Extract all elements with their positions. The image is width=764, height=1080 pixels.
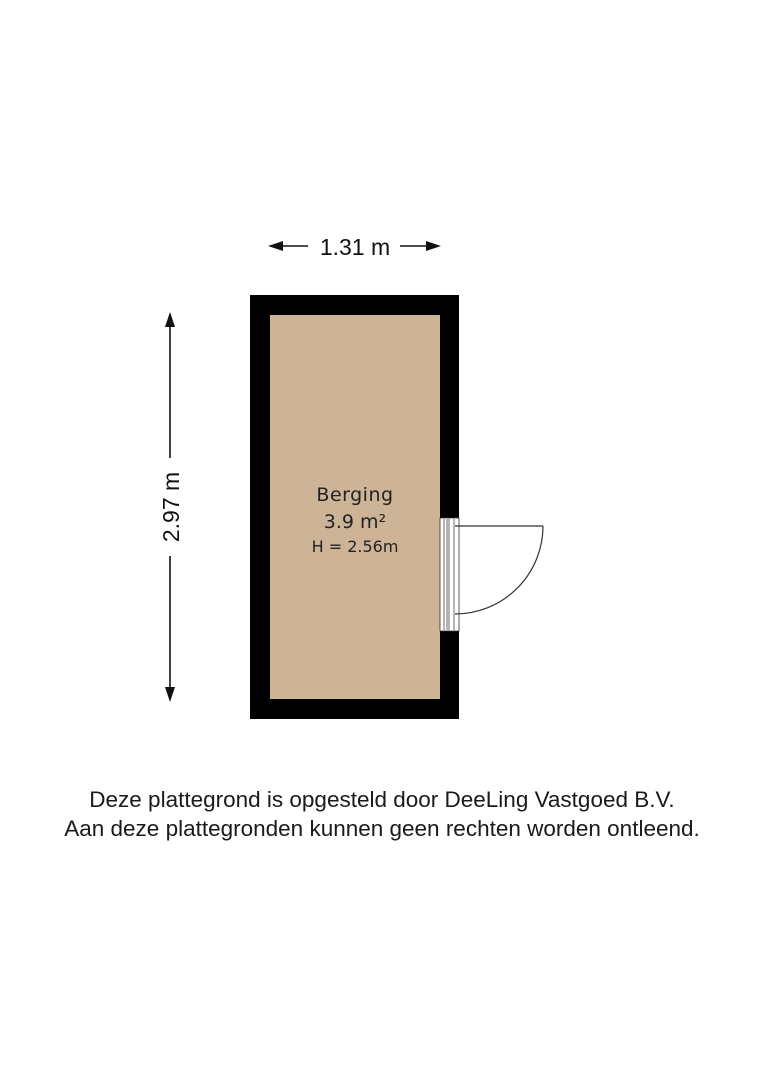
- width-label: 1.31 m: [319, 234, 391, 260]
- height-dimension: [158, 312, 184, 702]
- disclaimer-line-2: Aan deze plattegronden kunnen geen rechten worden ontleend.: [64, 816, 700, 841]
- width-dimension: [268, 234, 441, 260]
- room-ceiling-height: H = 2.56m: [311, 537, 399, 556]
- disclaimer-line-1: Deze plattegrond is opgesteld door DeeLing Vastgoed B.V.: [89, 787, 675, 812]
- room-area: 3.9 m²: [323, 511, 387, 533]
- door: [440, 518, 543, 631]
- room-name: Berging: [316, 484, 394, 506]
- height-label: 2.97 m: [158, 471, 184, 543]
- door-swing-arc: [455, 526, 543, 614]
- room-floor: [270, 315, 440, 699]
